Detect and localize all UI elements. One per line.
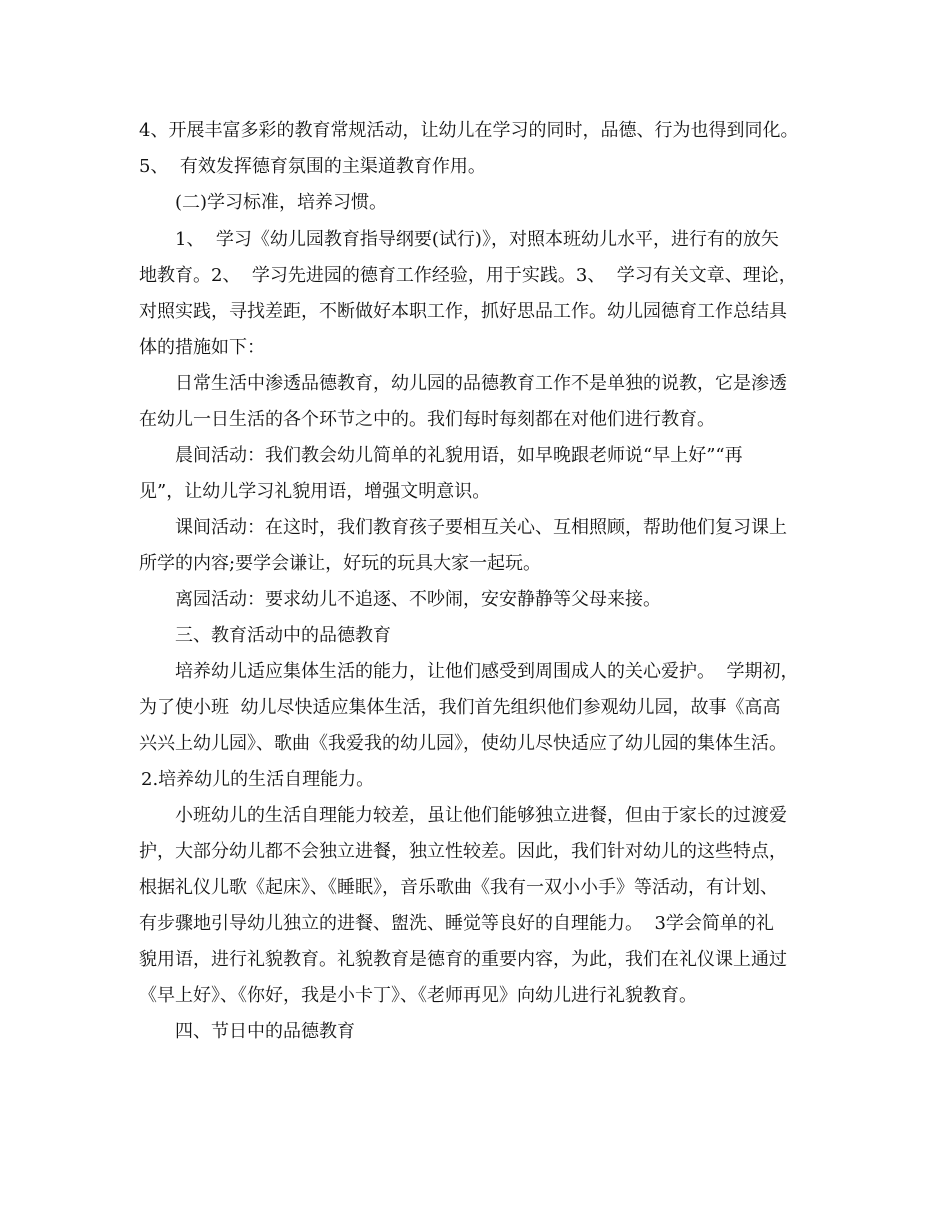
text-line: 所学的内容;要学会谦让，好玩的玩具大家一起玩。 xyxy=(139,553,542,574)
text-line: 护，大部分幼儿都不会独立进餐，独立性较差。因此，我们针对幼儿的这些特点， xyxy=(139,841,787,862)
text-line: 1、 学习《幼儿园教育指导纲要(试行)》，对照本班幼儿水平，进行有的放矢 xyxy=(175,229,779,250)
text-line: 4、开展丰富多彩的教育常规活动，让幼儿在学习的同时，品德、行为也得到同化。 xyxy=(139,120,799,141)
text-line: 见”，让幼儿学习礼貌用语，增强文明意识。 xyxy=(139,481,491,502)
text-line: 三、教育活动中的品德教育 xyxy=(175,625,391,646)
text-line: 晨间活动：我们教会幼儿简单的礼貌用语，如早晚跟老师说“早上好”“再 xyxy=(175,445,743,466)
text-line: 课间活动：在这时，我们教育孩子要相互关心、互相照顾，帮助他们复习课上 xyxy=(175,517,787,538)
text-line: 对照实践，寻找差距，不断做好本职工作，抓好思品工作。幼儿园德育工作总结具 xyxy=(139,301,787,322)
text-line: 根据礼仪儿歌《起床》、《睡眠》，音乐歌曲《我有一双小小手》等活动，有计划、 xyxy=(139,877,778,898)
text-line: 2.培养幼儿的生活自理能力。 xyxy=(141,769,375,790)
text-line: 小班幼儿的生活自理能力较差，虽让他们能够独立进餐，但由于家长的过渡爱 xyxy=(175,805,787,826)
text-line: 为了使小班 幼儿尽快适应集体生活，我们首先组织他们参观幼儿园，故事《高高 xyxy=(139,697,781,718)
text-line: 四、节日中的品德教育 xyxy=(175,1021,355,1042)
text-line: 5、 有效发挥德育氛围的主渠道教育作用。 xyxy=(139,156,486,177)
text-line: 貌用语，进行礼貌教育。礼貌教育是德育的重要内容，为此，我们在礼仪课上通过 xyxy=(139,949,787,970)
text-line: 兴兴上幼儿园》、歌曲《我爱我的幼儿园》，使幼儿尽快适应了幼儿园的集体生活。 xyxy=(139,733,787,754)
text-line: (二)学习标准，培养习惯。 xyxy=(175,192,388,213)
text-line: 日常生活中渗透品德教育，幼儿园的品德教育工作不是单独的说教，它是渗透 xyxy=(175,373,787,394)
text-line: 培养幼儿适应集体生活的能力，让他们感受到周围成人的关心爱护。 学期初， xyxy=(175,661,799,682)
text-line: 体的措施如下： xyxy=(139,337,265,358)
text-line: 《早上好》、《你好，我是小卡丁》、《老师再见》向幼儿进行礼貌教育。 xyxy=(139,985,697,1006)
text-line: 离园活动：要求幼儿不追逐、不吵闹，安安静静等父母来接。 xyxy=(175,589,661,610)
text-line: 有步骤地引导幼儿独立的进餐、盥洗、睡觉等良好的自理能力。 3学会简单的礼 xyxy=(139,913,774,934)
text-line: 地教育。2、 学习先进园的德育工作经验，用于实践。3、 学习有关文章、理论， xyxy=(139,265,797,286)
text-line: 在幼儿一日生活的各个环节之中的。我们每时每刻都在对他们进行教育。 xyxy=(139,409,715,430)
